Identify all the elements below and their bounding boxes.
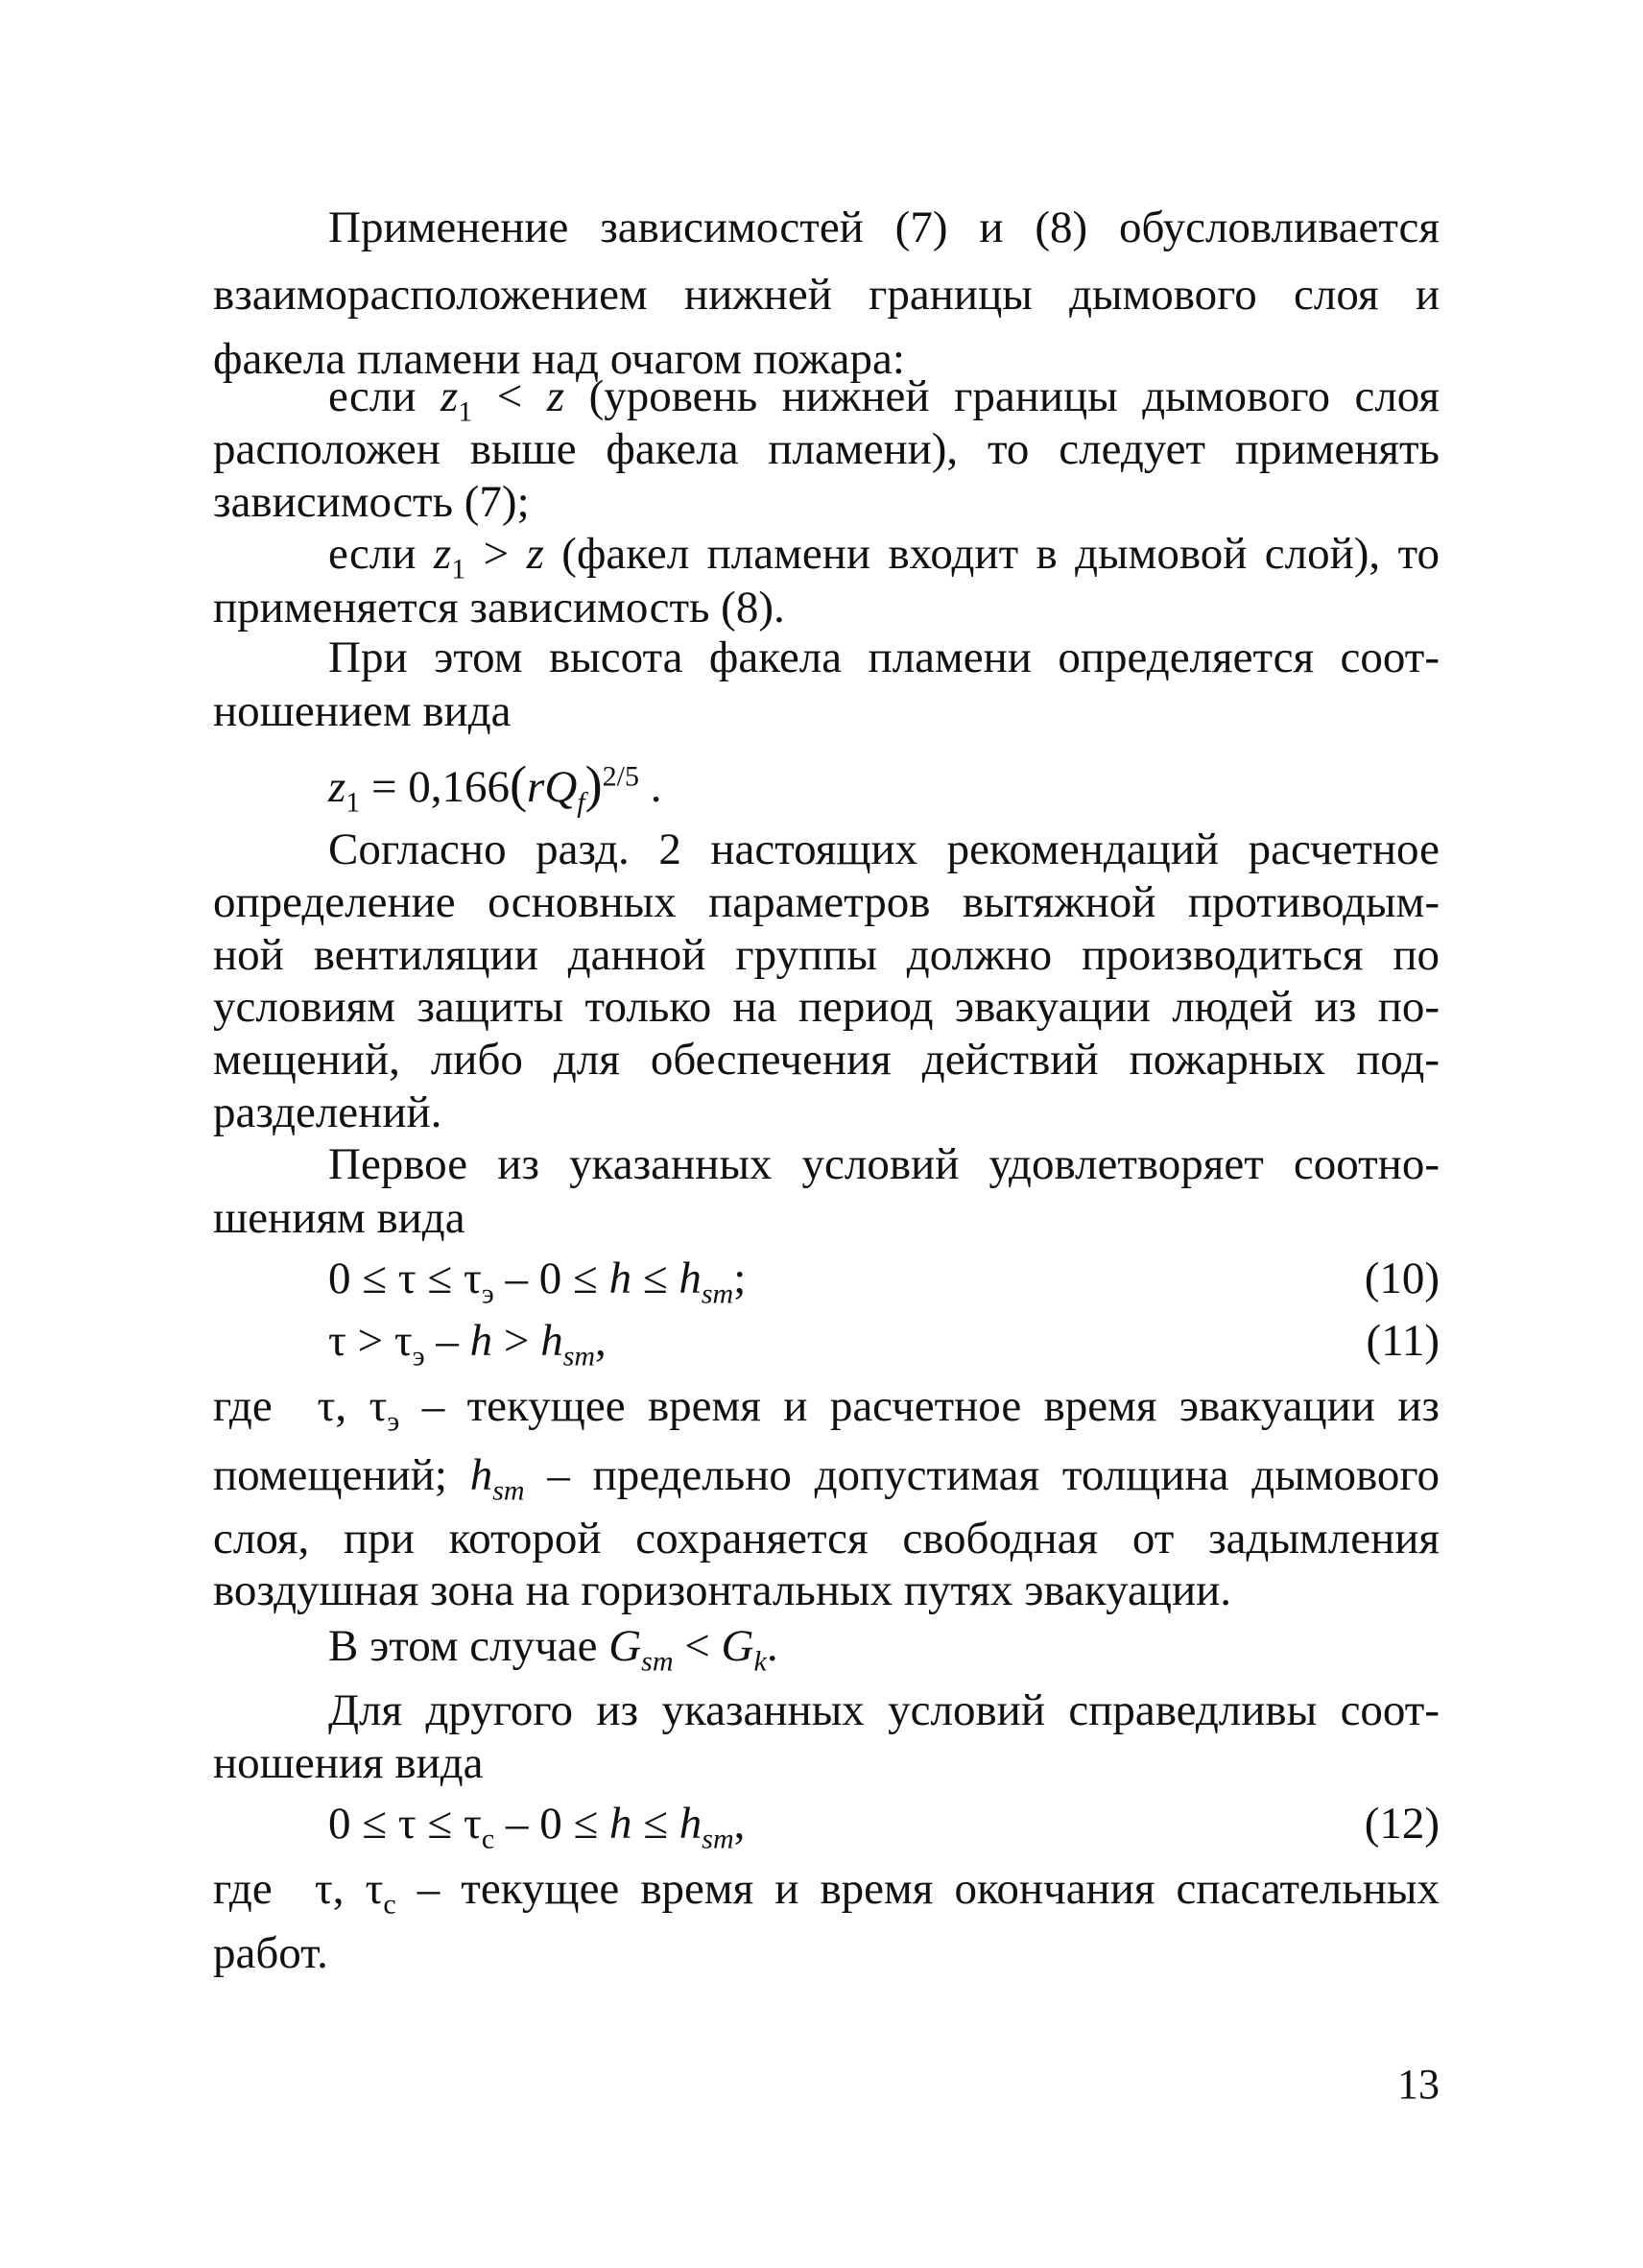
paragraph-3-line-3: ной вентиляции данной группы должно производиться по	[213, 930, 1440, 980]
eq-10-hsm-sub: sm	[701, 1277, 734, 1310]
eq-10-end: ;	[733, 1253, 747, 1303]
formula-end: .	[650, 762, 662, 812]
eq-11-end: ,	[595, 1316, 607, 1366]
paragraph-2-line-2: ношением вида	[213, 686, 512, 736]
paragraph-4-line-2: шениям вида	[213, 1193, 465, 1243]
case-2-var-z: z	[433, 529, 452, 579]
equation-12	[328, 1798, 746, 1855]
eq-10-hsm: h	[679, 1253, 702, 1303]
eq-12-part-1: 0 ≤ τ ≤ τ	[328, 1799, 482, 1849]
where-1-line-4: воздушная зона на горизонтальных путях эвакуации.	[213, 1565, 1232, 1615]
formula-exponent: 2/5	[602, 760, 639, 793]
eq-11-part-1: τ > τ	[328, 1316, 413, 1366]
eq-11-part-3: >	[492, 1316, 541, 1366]
formula-lhs: z	[328, 762, 346, 812]
case-2-var-z2: z	[526, 529, 544, 579]
paragraph-2-line-1: При этом высота факела пламени определяется соот-	[328, 633, 1440, 682]
page-number: 13	[1397, 2061, 1440, 2108]
eq-11-hsm-sub: sm	[562, 1340, 596, 1373]
formula-close-paren: )	[584, 755, 603, 813]
case-note-end: .	[766, 1621, 778, 1671]
where-1-line-2-rest: – предельно допустимая толщина дымового	[547, 1450, 1440, 1500]
where-1-line-2	[213, 1449, 1440, 1507]
case-note-G1-sub: sm	[641, 1645, 674, 1678]
equation-10-number: (10)	[1364, 1253, 1440, 1303]
paragraph-1-line-2: взаиморасположением нижней границы дымового слоя и	[213, 270, 1440, 320]
eq-12-part-3: ≤	[631, 1799, 679, 1849]
paragraph-1-line-1: Применение зависимостей (7) и (8) обусловливается	[328, 203, 1440, 252]
case-1-line-3: зависимость (7);	[213, 477, 530, 527]
paragraph-3-line-4: условиям защиты только на период эвакуации людей из по-	[213, 982, 1440, 1032]
paragraph-5-line-1: Для другого из указанных условий справедливы соот-	[328, 1685, 1440, 1735]
case-1-prefix: если	[328, 371, 417, 421]
case-1-op: <	[496, 371, 523, 421]
where-2-line-1	[213, 1863, 1440, 1921]
where-2-symbols: τ, τ	[314, 1864, 384, 1914]
case-1-var-z2: z	[546, 371, 565, 421]
eq-12-h: h	[609, 1799, 632, 1849]
case-2-sub: 1	[451, 553, 466, 585]
eq-11-sub: э	[412, 1340, 425, 1373]
where-2-prefix: где	[213, 1864, 273, 1914]
case-note	[328, 1620, 1440, 1678]
formula-r: r	[527, 762, 545, 812]
eq-10-part-1: 0 ≤ τ ≤ τ	[328, 1253, 482, 1303]
where-1-prefix: где	[213, 1381, 273, 1431]
case-1-line-2: расположен выше факела пламени), то следует применять	[213, 424, 1440, 474]
paragraph-3-line-2: определение основных параметров вытяжной противодым-	[213, 877, 1440, 927]
formula-Q: Q	[544, 762, 578, 812]
where-1-line-1	[213, 1380, 1440, 1438]
eq-10-part-3: ≤	[631, 1253, 679, 1303]
paragraph-1-line-3: факела пламени над очагом пожара:	[213, 334, 905, 384]
paragraph-4-line-1: Первое из указанных условий удовлетворяет соотно-	[328, 1139, 1440, 1189]
case-1-rest: (уровень нижней границы дымового слоя	[588, 371, 1440, 421]
eq-12-hsm-sub: sm	[702, 1823, 734, 1855]
eq-10-sub: э	[481, 1277, 494, 1310]
paragraph-5-line-2: ношения вида	[213, 1738, 484, 1788]
equation-10	[328, 1253, 747, 1310]
paragraph-3-line-5: мещений, либо для обеспечения действий пожарных под-	[213, 1035, 1440, 1085]
formula-eq: = 0,166	[371, 762, 511, 812]
where-2-rest: – текущее время и время окончания спасательных	[417, 1864, 1440, 1914]
eq-12-end: ,	[733, 1799, 746, 1849]
where-2-line-2: работ.	[213, 1928, 328, 1978]
eq-12-hsm: h	[679, 1799, 702, 1849]
equation-11	[328, 1315, 607, 1373]
eq-10-h: h	[608, 1253, 632, 1303]
eq-12-sub: с	[481, 1823, 495, 1855]
where-2-symbol-sub: с	[383, 1888, 396, 1921]
formula-Q-sub: f	[577, 786, 585, 819]
formula-lhs-sub: 1	[345, 786, 361, 819]
case-2-line-2: применяется зависимость (8).	[213, 583, 785, 633]
case-note-G2: G	[721, 1621, 754, 1671]
where-1-symbol-sub: э	[387, 1405, 400, 1438]
eq-11-hsm: h	[540, 1316, 563, 1366]
eq-10-part-2: – 0 ≤	[493, 1253, 609, 1303]
case-note-text: В этом случае	[328, 1621, 598, 1671]
where-1-rest: – текущее время и расчетное время эвакуации из	[421, 1381, 1440, 1431]
eq-11-part-2: –	[424, 1316, 470, 1366]
paragraph-3-line-1: Согласно разд. 2 настоящих рекомендаций расчетное	[328, 824, 1440, 874]
eq-11-h: h	[469, 1316, 493, 1366]
case-note-op: <	[684, 1621, 710, 1671]
case-2-rest: (факел пламени входит в дымовой слой), то	[561, 529, 1441, 579]
case-note-G2-sub: k	[753, 1645, 767, 1678]
case-note-G1: G	[608, 1621, 642, 1671]
formula-open-paren: (	[510, 755, 528, 813]
where-1-h-sub: sm	[492, 1474, 525, 1507]
case-2-prefix: если	[328, 529, 417, 579]
case-1-sub: 1	[458, 395, 473, 428]
where-1-symbols: τ, τ	[317, 1381, 388, 1431]
where-1-line-2-start: помещений;	[213, 1450, 447, 1500]
where-1-h: h	[469, 1450, 493, 1500]
equation-12-number: (12)	[1364, 1799, 1440, 1849]
case-1-line-1	[328, 370, 1440, 428]
flame-height-formula	[328, 755, 662, 819]
where-1-line-3: слоя, при которой сохраняется свободная от задымления	[213, 1514, 1440, 1564]
case-1-var-z: z	[441, 371, 459, 421]
eq-12-part-2: – 0 ≤	[494, 1799, 609, 1849]
equation-11-number: (11)	[1366, 1316, 1440, 1366]
case-2-op: >	[483, 529, 510, 579]
paragraph-3-line-6: разделений.	[213, 1087, 442, 1137]
case-2-line-1	[328, 528, 1441, 585]
